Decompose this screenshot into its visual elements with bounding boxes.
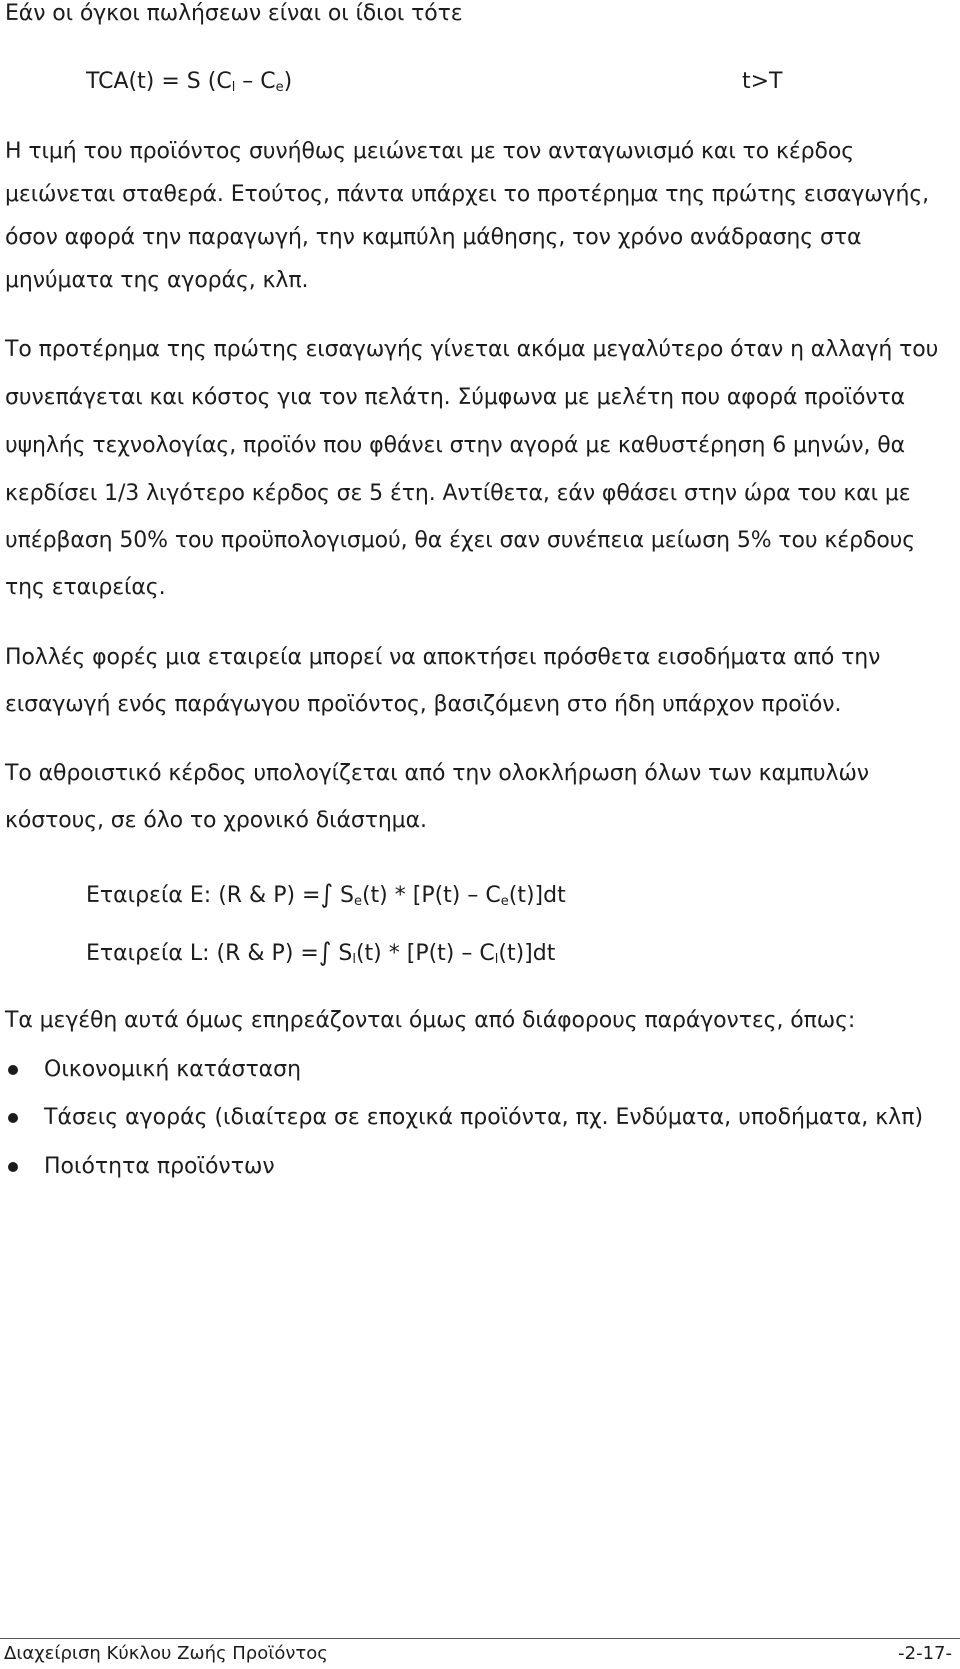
formula-company-l: [86, 938, 555, 968]
paragraph1-line: μειώνεται σταθερά. Ετούτος, πάντα υπάρχει το προτέρημα της πρώτης εισαγωγής,: [5, 182, 930, 207]
bullet-icon: [8, 1065, 18, 1075]
formula-l-sub-c: l: [494, 952, 499, 967]
paragraph3-line: Πολλές φορές μια εταιρεία μπορεί να αποκτήσει πρόσθετα εισοδήματα από την: [5, 645, 881, 670]
footer-divider: [0, 1638, 960, 1639]
formula-e-s: S: [333, 883, 354, 908]
intro-line: Εάν οι όγκοι πωλήσεων είναι οι ίδιοι τότε: [5, 1, 463, 26]
formula-e-mid: (t) * [P(t) – C: [361, 883, 501, 908]
paragraph1-line: όσον αφορά την παραγωγή, την καμπύλη μάθησης, τον χρόνο ανάδρασης στα: [5, 225, 862, 250]
paragraph1-line: μηνύματα της αγοράς, κλπ.: [5, 268, 309, 293]
formula-l-mid: (t) * [P(t) – C: [355, 941, 495, 966]
formula-tca-sub2: e: [275, 80, 284, 95]
formula-l-s: S: [331, 941, 353, 966]
paragraph2-line: υπέρβαση 50% του προϋπολογισμού, θα έχει σαν συνέπεια μείωση 5% του κέρδους: [5, 528, 916, 553]
paragraph4-line: Το αθροιστικό κέρδος υπολογίζεται από την ολοκλήρωση όλων των καμπυλών: [5, 761, 869, 786]
paragraph2-line: κερδίσει 1/3 λιγότερο κέρδος σε 5 έτη. Αντίθετα, εάν φθάσει στην ώρα του και με: [5, 481, 911, 506]
formula-tca-prefix: TCA(t) = S (C: [86, 69, 232, 94]
formula-l-prefix: Εταιρεία L: (R & P) =: [86, 941, 319, 966]
formula-company-e: [86, 880, 566, 910]
paragraph1-line: Η τιμή του προϊόντος συνήθως μειώνεται με τον ανταγωνισμό και το κέρδος: [5, 139, 855, 164]
formula-e-sub-c: e: [500, 894, 509, 909]
bullet-icon: [8, 1113, 18, 1123]
formula-l-sub-s: l: [352, 952, 356, 967]
formula-tca-condition: t>T: [742, 69, 783, 94]
paragraph4-line: κόστους, σε όλο το χρονικό διάστημα.: [5, 808, 427, 833]
formula-e-sub-s: e: [353, 894, 362, 909]
paragraph2-line: υψηλής τεχνολογίας, προϊόν που φθάνει στην αγορά με καθυστέρηση 6 μηνών, θα: [5, 433, 906, 458]
list-item: Οικονομική κατάσταση: [44, 1057, 302, 1082]
list-item: Ποιότητα προϊόντων: [44, 1154, 275, 1179]
paragraph2-line: συνεπάγεται και κόστος για τον πελάτη. Σύμφωνα με μελέτη που αφορά προϊόντα: [5, 385, 906, 410]
paragraph3-line: εισαγωγή ενός παράγωγου προϊόντος, βασιζόμενη στο ήδη υπάρχον προϊόν.: [5, 692, 842, 717]
formula-e-prefix: Εταιρεία E: (R & P) =: [86, 883, 321, 908]
bullet-icon: [8, 1162, 18, 1172]
paragraph2-line: Το προτέρημα της πρώτης εισαγωγής γίνεται ακόμα μεγαλύτερο όταν η αλλαγή του: [5, 337, 939, 362]
integral-symbol: ∫: [320, 879, 333, 909]
formula-tca: [86, 68, 292, 96]
formula-l-suffix: (t)]dt: [498, 941, 556, 966]
footer-title: Διαχείριση Κύκλου Ζωής Προϊόντος: [4, 1643, 328, 1664]
formula-tca-middle: – C: [235, 69, 276, 94]
list-item: Τάσεις αγοράς (ιδιαίτερα σε εποχικά προϊόντα, πχ. Ενδύματα, υποδήματα, κλπ): [44, 1105, 924, 1130]
integral-symbol: ∫: [318, 937, 332, 967]
formula-e-suffix: (t)]dt: [508, 883, 566, 908]
formula-tca-suffix: ): [283, 69, 293, 94]
page-number: -2-17-: [898, 1643, 952, 1664]
formula-tca-sub1: l: [231, 80, 236, 95]
factors-intro: Τα μεγέθη αυτά όμως επηρεάζονται όμως από διάφορους παράγοντες, όπως:: [5, 1008, 856, 1033]
paragraph2-line: της εταιρείας.: [5, 575, 166, 600]
